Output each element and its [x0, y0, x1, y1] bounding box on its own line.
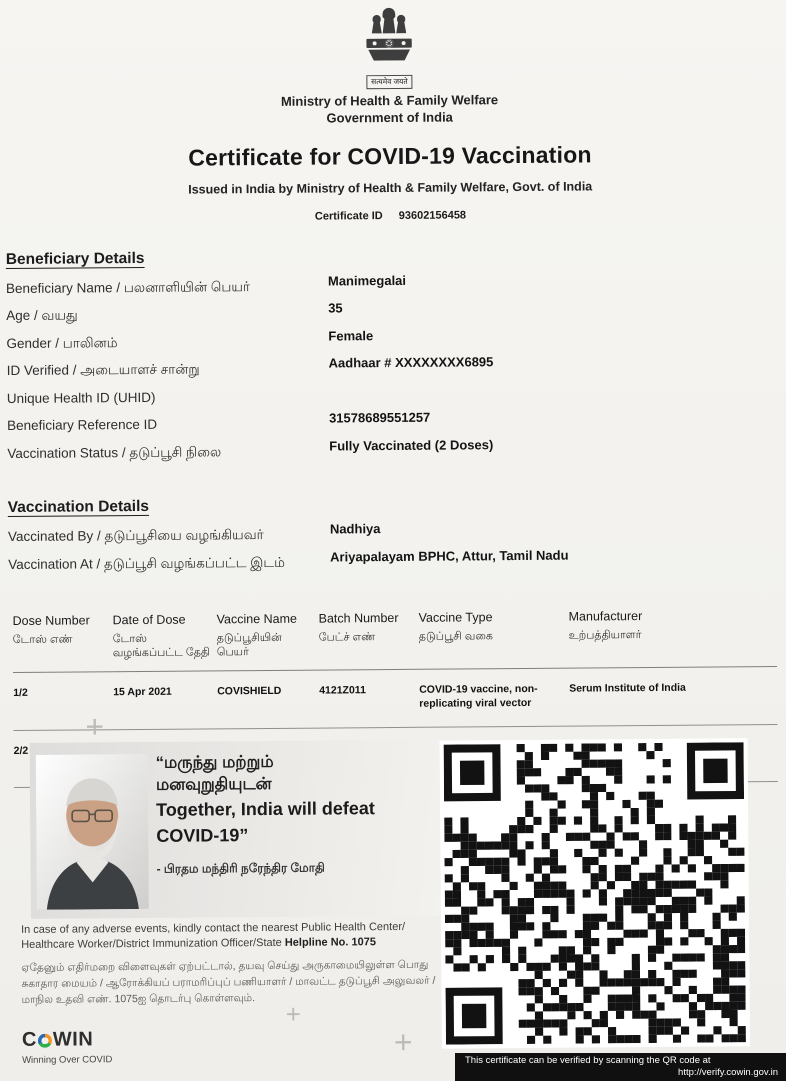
- dose-cell: 2/2: [13, 729, 113, 787]
- pm-quote: [156, 750, 445, 878]
- verify-bar: [455, 1053, 786, 1081]
- vaccination-section-title: Vaccination Details: [7, 498, 150, 517]
- dose-cell: COVISHIELD: [217, 670, 319, 728]
- quote-english-line-1: Together, India will defeat: [156, 797, 375, 820]
- col-vaccine-name: Vaccine Name தடுப்பூசியின் பெயர்: [217, 612, 319, 671]
- col-date-of-dose: Date of Dose டோஸ் வழங்கப்பட்ட தேதி: [113, 613, 217, 672]
- plus-decoration-icon: [394, 1026, 413, 1058]
- cowin-logo: [22, 1028, 113, 1066]
- field-value: Nadhiya: [329, 521, 381, 537]
- field-label: Vaccinated By / தடுப்பூசியை வழங்கியவர்: [7, 527, 264, 545]
- col-manufacturer: Manufacturer உற்பத்தியாளர்: [569, 608, 777, 668]
- dose-cell: 4121Z011: [319, 670, 419, 728]
- quote-tamil-line-1: “மருந்து மற்றும்: [155, 752, 274, 772]
- certificate-subtitle: Issued in India by Ministry of Health & Family Welfare, Govt. of India: [188, 179, 593, 197]
- dose-cell: Serum Institute of India: [569, 667, 777, 726]
- dose-cell: 15 Apr 2021: [113, 671, 217, 729]
- quote-attribution: - பிரதம மந்திரி நரேந்திர மோதி: [156, 860, 325, 876]
- plus-decoration-icon: [85, 710, 104, 742]
- field-value: Female: [328, 327, 374, 344]
- beneficiary-details: [0, 272, 785, 474]
- verify-url: http://verify.cowin.gov.in: [678, 1067, 778, 1079]
- field-label: Beneficiary Name / பலனாளியின் பெயர்: [5, 278, 251, 296]
- adverse-events-notice-tamil: ஏதேனும் எதிர்மறை விளைவுகள் ஏற்பட்டால், தயவு செய்து அருகாமையிலுள்ள பொது சுகாதார மையம் / ஆரோக்கியப் பராமரிப்புப் பணியாளர் / மாவட்ட தடுப்பூசி அலுவலர் / மாநில உதவி எண். 1075ஐ தொடர்பு கொள்ளவும்.: [21, 958, 436, 1006]
- verify-text: This certificate can be verified by scanning the QR code at: [465, 1055, 711, 1066]
- adverse-notice-text: In case of any adverse events, kindly contact the nearest Public Health Center/ Healthcare Worker/District Immunization Officer/State: [20, 920, 406, 952]
- field-value: 31578689551257: [328, 409, 431, 426]
- cowin-logo-suffix: WIN: [52, 1028, 94, 1051]
- field-value: Fully Vaccinated (2 Doses): [329, 436, 494, 454]
- ministry-name: Ministry of Health & Family Welfare: [280, 92, 499, 109]
- cowin-circle-icon: [38, 1033, 52, 1047]
- dose-cell: COVID-19 vaccine, non-replicating viral vector: [419, 668, 569, 727]
- field-label: Vaccination At / தடுப்பூசி வழங்கப்பட்ட இடம்: [8, 554, 285, 572]
- prime-minister-photo: [36, 754, 149, 912]
- field-label: Beneficiary Reference ID: [7, 417, 158, 434]
- cowin-tagline: Winning Over COVID: [22, 1054, 113, 1066]
- col-dose-number: Dose Number டோஸ் எண்: [13, 613, 113, 672]
- field-label: Unique Health ID (UHID): [6, 389, 156, 406]
- vaccination-status-row: [0, 436, 785, 474]
- dose-table-header-row: [13, 608, 777, 672]
- field-value: 35: [328, 300, 343, 316]
- field-label: ID Verified / அடையாளச் சான்று: [6, 361, 200, 379]
- beneficiary-section-title: Beneficiary Details: [5, 249, 145, 268]
- col-vaccine-type: Vaccine Type தடுப்பூசி வகை: [419, 610, 569, 670]
- certificate-title: Certificate for COVID-19 Vaccination: [188, 141, 592, 171]
- field-value: Aadhaar # XXXXXXXX6895: [328, 354, 494, 371]
- quote-english-line-2: COVID-19”: [156, 824, 249, 846]
- field-value: Manimegalai: [327, 272, 407, 289]
- field-label: Age / வயது: [6, 307, 78, 324]
- dose-cell: 1/2: [13, 672, 113, 730]
- national-emblem-icon: [359, 6, 420, 71]
- government-name: Government of India: [326, 109, 453, 126]
- field-label: Gender / பாலினம்: [6, 334, 118, 351]
- certificate-id: [0, 207, 783, 225]
- qr-code: [440, 738, 750, 1048]
- field-value: Ariyapalayam BPHC, Attur, Tamil Nadu: [330, 547, 569, 565]
- vaccination-details: [0, 523, 786, 584]
- certificate-id-value: 93602156458: [398, 209, 467, 222]
- cowin-logo-prefix: C: [21, 1028, 37, 1051]
- field-label: Vaccination Status / தடுப்பூசி நிலை: [7, 444, 222, 461]
- certificate-header: [0, 0, 783, 225]
- certificate-id-label: Certificate ID: [314, 209, 383, 223]
- col-batch-number: Batch Number பேட்ச் எண்: [319, 611, 419, 670]
- vaccination-at-row: [0, 547, 786, 585]
- helpline-number: Helpline No. 1075: [284, 936, 376, 950]
- quote-tamil-line-2: மனவுறுதியுடன்: [155, 775, 272, 795]
- adverse-events-notice-english: [21, 920, 453, 954]
- emblem-motto: सत्यमेव जयते: [366, 75, 413, 89]
- dose-row-1: [13, 667, 777, 730]
